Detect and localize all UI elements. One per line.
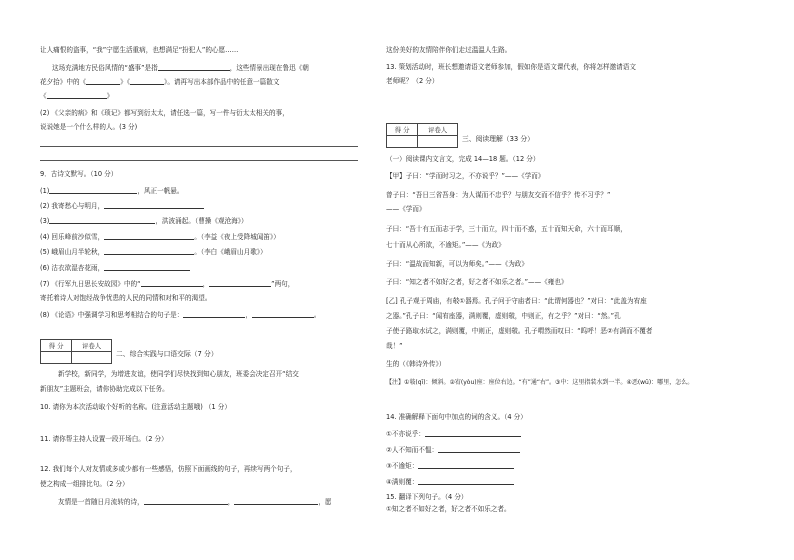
classical-text: 【甲】子曰：“学而时习之，不亦说乎？”——《学而》	[386, 172, 545, 180]
question-text: 这场充满地方民俗风情的“盛事”是指	[52, 64, 158, 72]
classical-text: ——《学而》	[386, 205, 426, 213]
question-text: 》。请再写出本部作品中的任意一篇散文	[164, 78, 280, 86]
poem-text: ，洪波涌起。（曹操《观沧海》）	[155, 217, 248, 225]
answer-blank[interactable]	[47, 91, 107, 99]
question-text: 》《	[120, 78, 131, 86]
text-line: (2) 《父亲的病》和《琐记》都写到衍太太，请任选一篇，写一件与衍太太相关的事，	[40, 109, 289, 117]
section-title: 三、阅读理解（33 分）	[462, 135, 534, 143]
question-text: 《	[40, 92, 47, 100]
score-label: 得 分	[41, 340, 72, 352]
classical-text: 七十而从心所欲，不逾矩。”——《为政》	[386, 241, 505, 249]
word-item	[386, 445, 520, 455]
text-line: 让人痛恨的盗事，“我”宁愿生活重病，也想满足“扮犯人”的心愿……	[40, 46, 239, 54]
text-line: 说说她是一个什么样的人。(3 分)	[40, 123, 138, 131]
word-label: ④满则覆：	[386, 478, 419, 486]
poem-text: (7) 《行军九日思长安故园》中的“	[40, 280, 141, 288]
word-item	[386, 461, 514, 471]
answer-blank[interactable]	[144, 497, 228, 505]
classical-text: 子曰：“温故而知新，可以为师矣。”——《为政》	[386, 260, 528, 268]
classical-text: [乙] 孔子观于周庙，有攲①器焉。孔子问于守庙者曰：“此谓何器也？”对曰：“此盖为宥座	[386, 297, 647, 305]
question-14: 14. 准确解释下面句中加点的词的含义。（4 分）	[386, 413, 527, 421]
classical-text: 子曰：“知之者不如好之者，好之者不如乐之者。”——《雍也》	[386, 278, 568, 286]
poem-line	[40, 201, 204, 211]
grader-label: 评卷人	[72, 340, 112, 352]
poem-text: (8) 《论语》中强调学习和思考相结合的句子是：	[40, 311, 184, 319]
poem-text: 。	[313, 311, 321, 319]
word-item	[386, 429, 521, 439]
answer-blank[interactable]	[418, 461, 514, 469]
classical-text: 子曰：“吾十有五而志于学，三十而立，四十而不惑，五十而知天命，六十而耳顺，	[386, 225, 627, 233]
annotation-note: 【注】①攲(qī)：倾斜。②宥(yòu)座：座位右边。“有”通“右”。③中：这里指装水到一半。④恶(wū)：哪里，怎么。	[386, 379, 694, 386]
poem-text: 。（李白《峨眉山月歌》）	[194, 248, 267, 256]
section-title: 二、综合实践与口语交际（7 分）	[116, 350, 218, 358]
poem-text: (2) 我寄愁心与明月，	[40, 202, 105, 210]
text-line	[40, 91, 113, 101]
answer-blank[interactable]	[252, 310, 314, 318]
poem-line	[40, 247, 267, 257]
poem-text: 。（李益《夜上受降城闻笛》）	[194, 233, 280, 241]
question-15: 15. 翻译下列句子。（4 分）	[386, 493, 468, 501]
question-text: 》	[106, 92, 114, 100]
question-text: ，这些情景出现在鲁迅《朝	[229, 64, 309, 72]
classical-text: 子使子路取水试之，满则覆，中则正，虚则攲。孔子喟然而叹曰：“呜呼！恶②有满而不覆者	[386, 327, 653, 335]
text-line: 这份美好的友情陪伴你们走过温温人生路。	[386, 46, 512, 54]
score-box	[40, 339, 112, 364]
answer-blank[interactable]	[86, 77, 120, 85]
poem-text: (6) 沽衣欲湿杏花雨，	[40, 264, 105, 272]
poem-line	[40, 186, 184, 196]
poem-line	[40, 263, 190, 273]
answer-blank[interactable]	[49, 186, 137, 194]
subsection-title: （一）阅读课内文言文，完成 14—18 题。（12 分）	[386, 155, 540, 163]
answer-blank[interactable]	[141, 279, 203, 287]
item-number: (3)	[40, 217, 50, 225]
answer-blank[interactable]	[130, 77, 164, 85]
answer-blank[interactable]	[418, 477, 514, 485]
question-12: 12. 我们每个人对友情或多或少都有一些感悟，仿照下面画线的句子，再续写两个句子，	[40, 465, 297, 473]
word-label: ③不逾矩：	[386, 462, 419, 470]
text-line: 老师呢？（2 分）	[386, 77, 439, 85]
text-line	[52, 63, 309, 73]
question-number: 9．古诗文默写。（10 分）	[40, 170, 118, 178]
question-11: 11. 请你帮主持人设置一段开场白。（2 分）	[40, 435, 168, 443]
classical-text: 之器。”孔子曰：“闻宥座器，满则覆，虚则攲，中则正，有之乎？”对曰：“然。”孔	[386, 312, 621, 320]
grader-label: 评卷人	[418, 124, 458, 136]
item-number: (1)	[40, 187, 50, 195]
poem-text: (4) 回乐峰前沙似雪，	[40, 233, 105, 241]
answer-blank[interactable]	[183, 310, 245, 318]
example-sentence: 友情是一首随日月流转的诗，	[58, 498, 144, 506]
answer-blank[interactable]	[158, 63, 230, 71]
answer-blank[interactable]	[209, 279, 271, 287]
question-text: 花夕拾》中的《	[40, 78, 87, 86]
score-box	[386, 123, 458, 148]
answer-line[interactable]	[40, 146, 358, 147]
word-item	[386, 477, 514, 487]
text-line: 新学校，新同学，为增进友谊，使同学们尽快找到知心朋友，班委会决定召开“结交	[58, 370, 299, 378]
answer-blank[interactable]	[49, 216, 155, 224]
answer-blank[interactable]	[104, 201, 204, 209]
score-cell[interactable]	[41, 352, 72, 364]
answer-blank[interactable]	[425, 429, 521, 437]
score-label: 得 分	[387, 124, 418, 136]
answer-blank[interactable]	[104, 263, 190, 271]
text-line: 新朋友”主题班会，请你协助完成以下任务。	[40, 385, 169, 393]
text-line	[40, 77, 279, 87]
poem-text: ，风正一帆悬。	[137, 187, 184, 195]
answer-blank[interactable]	[438, 445, 520, 453]
classical-text: 哉！”	[386, 342, 403, 350]
question-text: ，愿	[318, 498, 332, 506]
word-label: ②人不知而不愠：	[386, 446, 439, 454]
text-line: 寄托着诗人对饱经战争忧患的人民的同情和对和平的渴望。	[40, 294, 212, 302]
poem-line: (7) 《行军九日思长安故园》中的“ ， ”两句，	[40, 280, 295, 288]
answer-blank[interactable]	[104, 232, 194, 240]
question-13: 13. 策划活动时，班长想邀请语文老师参加，假如你是语文课代表，你将怎样邀请语文	[386, 63, 636, 71]
word-label: ①不亦说乎：	[386, 430, 425, 438]
poem-line	[40, 232, 280, 242]
poem-text: ”两句，	[271, 280, 295, 288]
translation-item: ①知之者不如好之者，好之者不如乐之者。	[386, 505, 511, 513]
source-note: 生的（《韩诗外传》）	[386, 360, 446, 368]
text-line: 使之构成一组排比句。（2 分）	[40, 480, 129, 488]
question-10: 10. 请你为本次活动取个好听的名称。(注意活动主题哦) （1 分）	[40, 403, 231, 411]
grader-cell[interactable]	[418, 136, 458, 148]
poem-text: (5) 峨眉山月半轮秋，	[40, 248, 105, 256]
answer-line[interactable]	[40, 160, 358, 161]
answer-blank[interactable]	[104, 247, 194, 255]
classical-text: 曾子曰：“吾日三省吾身：为人谋而不忠乎？与朋友交而不信乎？传不习乎？”	[386, 191, 611, 199]
score-cell[interactable]	[387, 136, 418, 148]
poem-line: (8) 《论语》中强调学习和思考相结合的句子是： ， 。	[40, 311, 321, 319]
grader-cell[interactable]	[72, 352, 112, 364]
poem-line	[40, 216, 248, 226]
answer-blank[interactable]	[234, 497, 318, 505]
text-line: 友情是一首随日月流转的诗， ， ，愿	[58, 498, 332, 506]
